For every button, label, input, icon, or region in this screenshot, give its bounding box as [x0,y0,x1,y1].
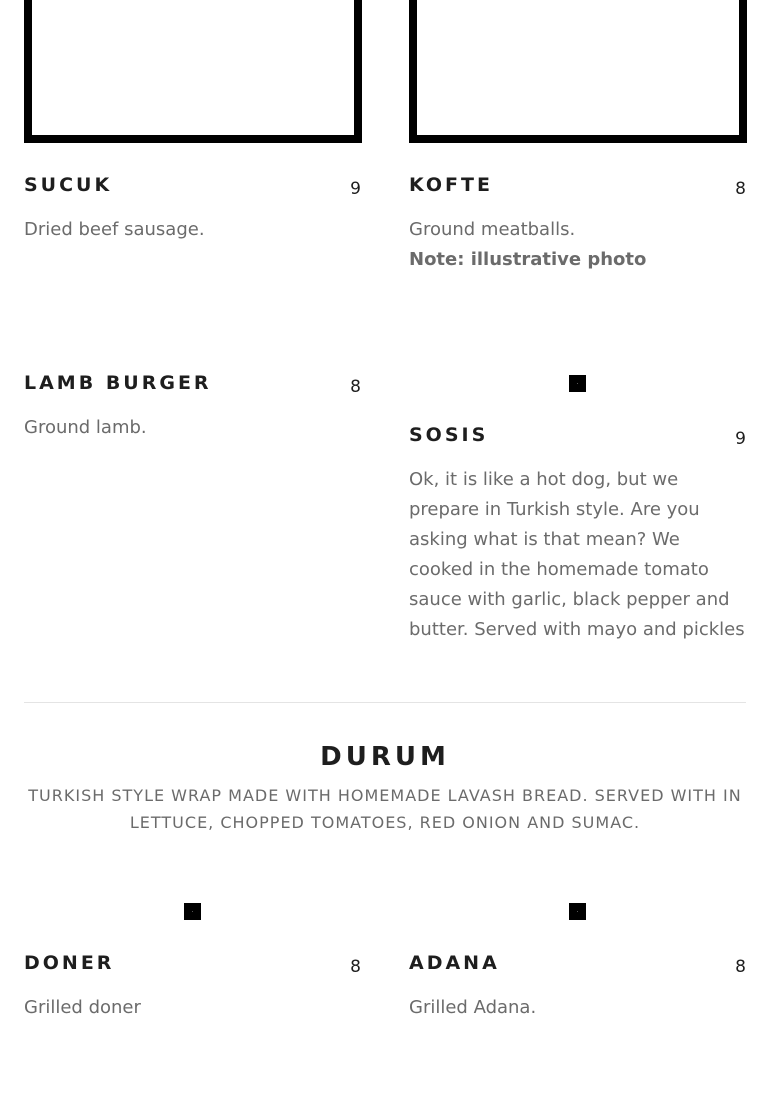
item-description: Grilled Adana. [409,997,537,1018]
doner-thumbnail[interactable] [184,903,201,920]
item-description: Ground lamb. [24,417,147,438]
item-description: Dried beef sausage. [24,219,205,240]
item-name: LAMB BURGER [24,372,212,394]
item-price: 8 [735,179,746,199]
kofte-photo[interactable] [409,0,747,143]
item-note: Note: illustrative photo [409,249,647,270]
sosis-thumbnail[interactable] [569,375,586,392]
item-description: Ok, it is like a hot dog, but we prepare in Turkish style. Are you asking what is that mean? We cooked in the homemade tomato sauce with garlic, black pepper and butter. Served with mayo and pickles [409,469,745,640]
section-title: DURUM [320,742,450,772]
item-name: SUCUK [24,174,113,196]
item-description: Grilled doner [24,997,141,1018]
item-price: 8 [350,377,361,397]
section-description: TURKISH STYLE WRAP MADE WITH HOMEMADE LAVASH BREAD. SERVED WITH IN LETTUCE, CHOPPED TOMATOES, RED ONION AND SUMAC. [28,786,742,832]
item-description: Ground meatballs. [409,219,576,240]
section-divider [24,702,746,703]
item-name: DONER [24,952,115,974]
item-name: SOSIS [409,424,489,446]
item-price: 8 [735,957,746,977]
item-price: 9 [735,429,746,449]
item-price: 8 [350,957,361,977]
item-name: KOFTE [409,174,493,196]
item-name: ADANA [409,952,500,974]
item-price: 9 [350,179,361,199]
adana-thumbnail[interactable] [569,903,586,920]
sucuk-photo[interactable] [24,0,362,143]
